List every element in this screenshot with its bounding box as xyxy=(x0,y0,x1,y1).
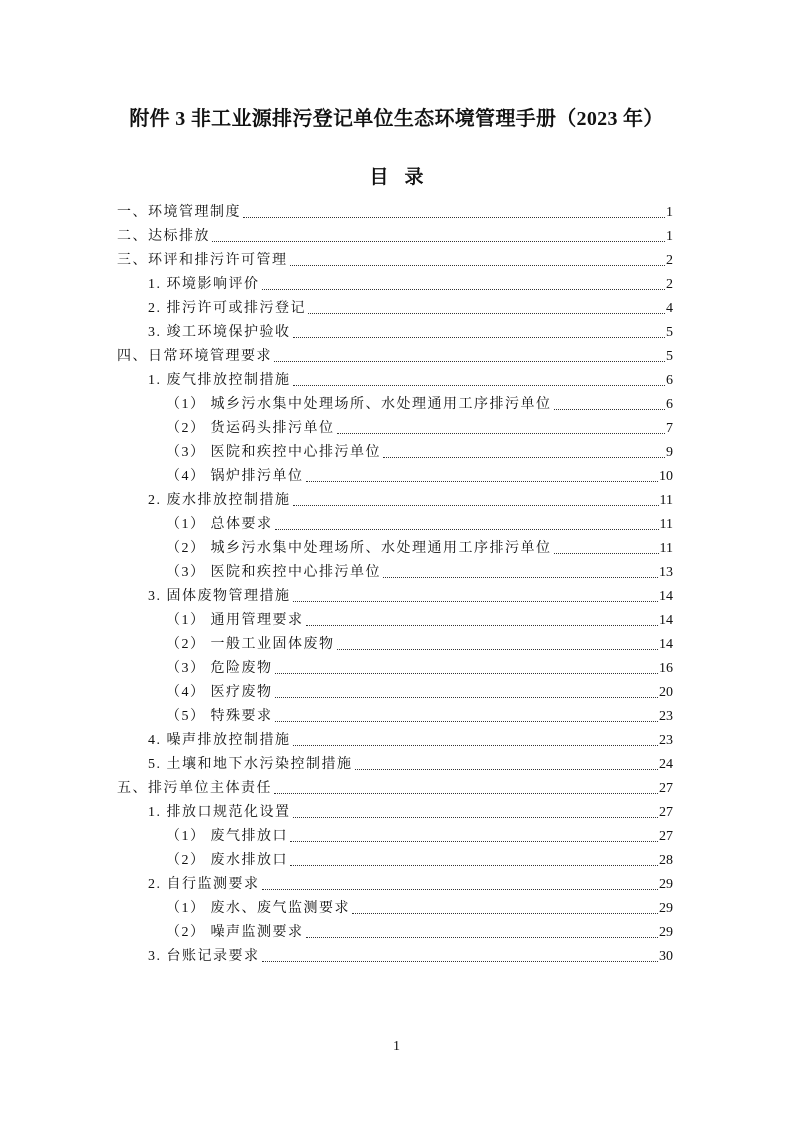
toc-entry[interactable] xyxy=(117,823,673,847)
toc-entry-page: 11 xyxy=(659,517,673,532)
dot-leader xyxy=(262,289,666,290)
toc-entry-page: 29 xyxy=(659,901,673,916)
dot-leader xyxy=(308,313,665,314)
toc-entry-page: 27 xyxy=(659,829,673,844)
dot-leader xyxy=(383,577,658,578)
toc-heading-char: 录 xyxy=(404,167,424,188)
toc-entry-label: 四、日常环境管理要求 xyxy=(117,349,272,364)
toc-entry-label: 1. 排放口规范化设置 xyxy=(148,805,291,820)
toc-entry-label: 三、环评和排污许可管理 xyxy=(117,253,288,268)
toc-entry-page: 2 xyxy=(666,253,673,268)
toc-entry-page: 2 xyxy=(666,277,673,292)
toc-entry-label: （2） 一般工业固体废物 xyxy=(166,637,335,652)
toc-entry[interactable] xyxy=(117,895,673,919)
toc-entry-label: （2） 噪声监测要求 xyxy=(166,925,304,940)
toc-entry-page: 28 xyxy=(659,853,673,868)
toc-entry[interactable] xyxy=(117,319,673,343)
toc-entry[interactable] xyxy=(117,847,673,871)
toc-entry-label: （2） 城乡污水集中处理场所、水处理通用工序排污单位 xyxy=(166,541,552,556)
toc-entry-page: 5 xyxy=(666,325,673,340)
toc-entry-label: （5） 特殊要求 xyxy=(166,709,273,724)
dot-leader xyxy=(293,337,666,338)
toc-entry-label: （4） 医疗废物 xyxy=(166,685,273,700)
toc-entry-page: 4 xyxy=(666,301,673,316)
toc-entry-label: 二、达标排放 xyxy=(117,229,210,244)
toc-entry[interactable] xyxy=(117,439,673,463)
toc-entry-label: 3. 固体废物管理措施 xyxy=(148,589,291,604)
toc-entry[interactable] xyxy=(117,199,673,223)
toc-entry-label: 2. 废水排放控制措施 xyxy=(148,493,291,508)
dot-leader xyxy=(293,505,659,506)
toc-entry-label: （1） 城乡污水集中处理场所、水处理通用工序排污单位 xyxy=(166,397,552,412)
dot-leader xyxy=(262,961,659,962)
toc-entry-page: 14 xyxy=(659,613,673,628)
toc-entry-label: 1. 废气排放控制措施 xyxy=(148,373,291,388)
toc-entry-label: 3. 竣工环境保护验收 xyxy=(148,325,291,340)
toc-entry-label: （4） 锅炉排污单位 xyxy=(166,469,304,484)
toc-entry[interactable] xyxy=(117,511,673,535)
toc-entry[interactable] xyxy=(117,223,673,247)
toc-entry-page: 23 xyxy=(659,733,673,748)
toc-entry-page: 1 xyxy=(666,229,673,244)
dot-leader xyxy=(275,673,659,674)
toc-entry-page: 23 xyxy=(659,709,673,724)
dot-leader xyxy=(383,457,665,458)
dot-leader xyxy=(275,529,659,530)
toc-entry-page: 30 xyxy=(659,949,673,964)
dot-leader xyxy=(355,769,659,770)
dot-leader xyxy=(293,385,666,386)
toc-entry[interactable] xyxy=(117,727,673,751)
dot-leader xyxy=(306,625,659,626)
dot-leader xyxy=(275,697,659,698)
toc-entry-label: 五、排污单位主体责任 xyxy=(117,781,272,796)
toc-entry-page: 29 xyxy=(659,925,673,940)
toc-entry-page: 6 xyxy=(666,397,673,412)
dot-leader xyxy=(306,481,659,482)
toc-entry[interactable] xyxy=(117,247,673,271)
dot-leader xyxy=(293,745,659,746)
toc-entry[interactable] xyxy=(117,799,673,823)
toc-entry-label: 4. 噪声排放控制措施 xyxy=(148,733,291,748)
toc-entry-page: 14 xyxy=(659,589,673,604)
dot-leader xyxy=(212,241,665,242)
dot-leader xyxy=(293,817,659,818)
toc-entry-page: 27 xyxy=(659,781,673,796)
dot-leader xyxy=(554,409,666,410)
toc-entry[interactable] xyxy=(117,775,673,799)
toc-entry[interactable] xyxy=(117,271,673,295)
toc-entry-label: （1） 总体要求 xyxy=(166,517,273,532)
toc-entry[interactable] xyxy=(117,943,673,967)
toc-entry-page: 5 xyxy=(666,349,673,364)
toc-entry-page: 10 xyxy=(659,469,673,484)
toc-entry[interactable] xyxy=(117,487,673,511)
toc-entry[interactable] xyxy=(117,751,673,775)
toc-entry[interactable] xyxy=(117,679,673,703)
toc-entry[interactable] xyxy=(117,463,673,487)
dot-leader xyxy=(274,361,665,362)
toc-entry[interactable] xyxy=(117,391,673,415)
dot-leader xyxy=(293,601,659,602)
toc-entry-page: 9 xyxy=(666,445,673,460)
toc-entry-label: 一、环境管理制度 xyxy=(117,205,241,220)
toc-entry-label: 1. 环境影响评价 xyxy=(148,277,260,292)
toc-entry-label: （3） 危险废物 xyxy=(166,661,273,676)
toc-entry-page: 29 xyxy=(659,877,673,892)
toc-entry-page: 14 xyxy=(659,637,673,652)
dot-leader xyxy=(262,889,659,890)
toc-entry-label: 2. 自行监测要求 xyxy=(148,877,260,892)
toc-entry[interactable] xyxy=(117,919,673,943)
toc-entry-label: （2） 废水排放口 xyxy=(166,853,288,868)
dot-leader xyxy=(290,865,658,866)
toc-entry-page: 20 xyxy=(659,685,673,700)
toc-entry[interactable] xyxy=(117,631,673,655)
document-title: 附件 3 非工业源排污登记单位生态环境管理手册（2023 年） xyxy=(129,108,664,130)
toc-entry-label: （1） 通用管理要求 xyxy=(166,613,304,628)
dot-leader xyxy=(352,913,658,914)
toc-entry-page: 27 xyxy=(659,805,673,820)
toc-entry-page: 16 xyxy=(659,661,673,676)
dot-leader xyxy=(554,553,659,554)
toc-entry[interactable] xyxy=(117,583,673,607)
toc-entry-page: 24 xyxy=(659,757,673,772)
toc-entry[interactable] xyxy=(117,535,673,559)
toc-entry-label: （2） 货运码头排污单位 xyxy=(166,421,335,436)
dot-leader xyxy=(337,649,659,650)
dot-leader xyxy=(274,793,658,794)
toc-entry[interactable] xyxy=(117,295,673,319)
dot-leader xyxy=(243,217,665,218)
toc-entry-page: 11 xyxy=(659,493,673,508)
toc-entry-label: （1） 废气排放口 xyxy=(166,829,288,844)
toc-entry[interactable] xyxy=(117,343,673,367)
dot-leader xyxy=(275,721,659,722)
dot-leader xyxy=(337,433,666,434)
table-of-contents xyxy=(117,199,673,967)
toc-entry[interactable] xyxy=(117,367,673,391)
toc-entry-label: 3. 台账记录要求 xyxy=(148,949,260,964)
toc-entry[interactable] xyxy=(117,415,673,439)
toc-heading-char: 目 xyxy=(369,167,389,188)
page-number: 1 xyxy=(393,1039,400,1054)
dot-leader xyxy=(306,937,659,938)
toc-entry-page: 11 xyxy=(659,541,673,556)
toc-entry-page: 6 xyxy=(666,373,673,388)
toc-entry-label: （1） 废水、废气监测要求 xyxy=(166,901,350,916)
toc-entry-page: 7 xyxy=(666,421,673,436)
toc-entry[interactable] xyxy=(117,703,673,727)
dot-leader xyxy=(290,265,666,266)
toc-entry-label: 2. 排污许可或排污登记 xyxy=(148,301,306,316)
toc-entry[interactable] xyxy=(117,655,673,679)
toc-heading xyxy=(0,162,793,189)
toc-entry[interactable] xyxy=(117,871,673,895)
toc-entry[interactable] xyxy=(117,559,673,583)
toc-entry-label: （3） 医院和疾控中心排污单位 xyxy=(166,445,381,460)
toc-entry-page: 13 xyxy=(659,565,673,580)
dot-leader xyxy=(290,841,658,842)
toc-entry[interactable] xyxy=(117,607,673,631)
toc-entry-label: 5. 土壤和地下水污染控制措施 xyxy=(148,757,353,772)
toc-entry-page: 1 xyxy=(666,205,673,220)
toc-entry-label: （3） 医院和疾控中心排污单位 xyxy=(166,565,381,580)
